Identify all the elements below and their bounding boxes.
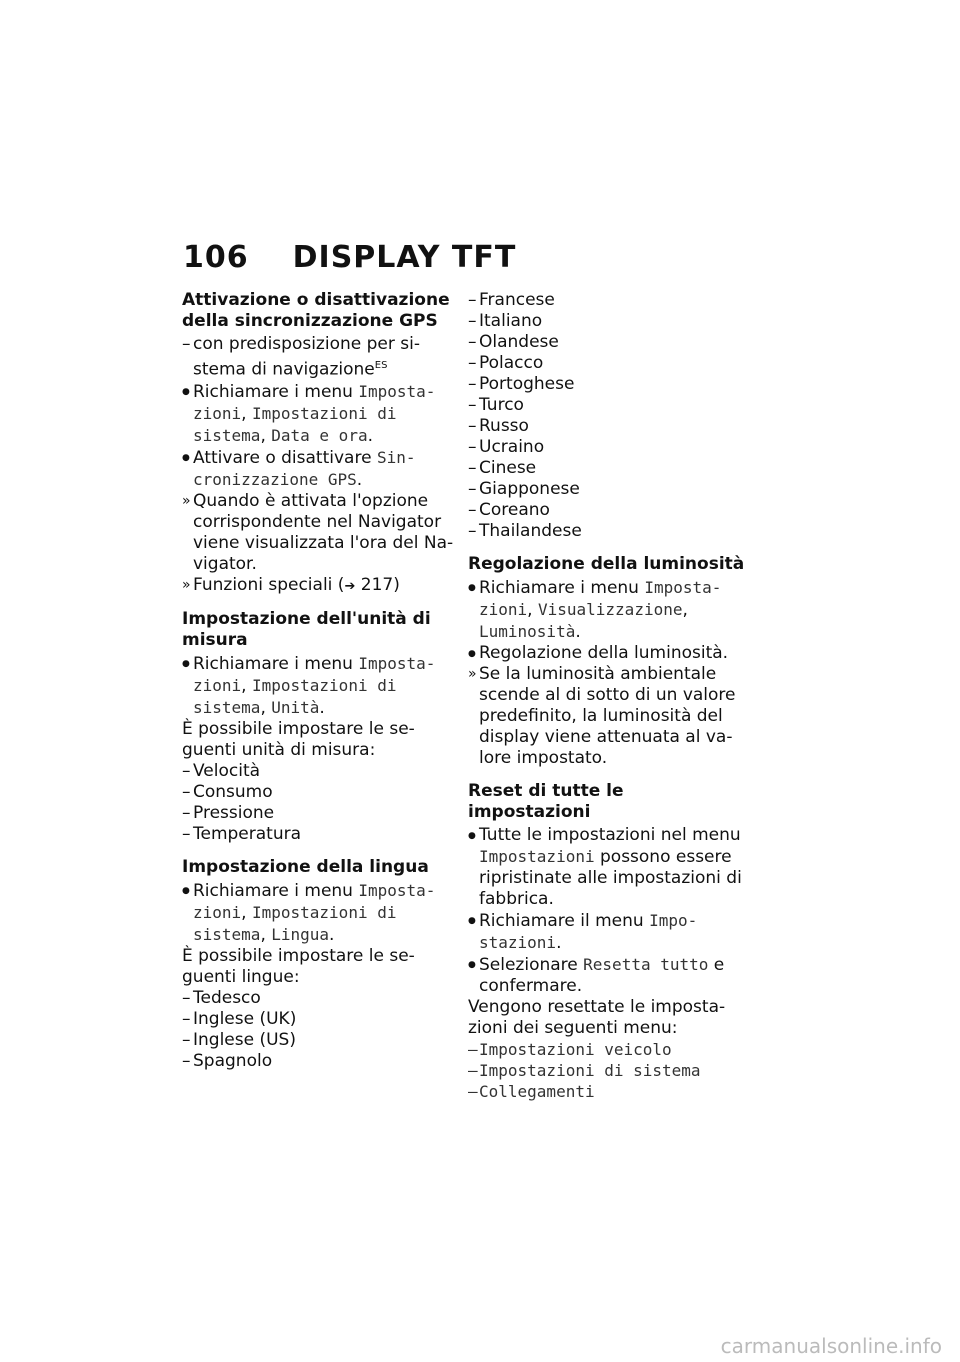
language-step-open-menu: ● Richiamare i menu Imposta-zioni, Impostazioni di sistema, Lingua. <box>182 880 454 946</box>
list-item: – Impostazioni di sistema <box>468 1060 748 1081</box>
reference-page: 217 <box>360 574 394 595</box>
menu-path: Data e ora <box>271 425 368 445</box>
brightness-step-open-menu: ● Richiamare i menu Imposta-zioni, Visualizzazione, Luminosità. <box>468 577 748 643</box>
menu-path: Imposta-zioni <box>193 381 436 423</box>
reset-heading: Reset di tutte le impostazioni <box>468 781 624 822</box>
reset-step-open-menu: ● Richiamare il menu Impo-stazioni. <box>468 910 748 954</box>
list-item: – Pressione <box>182 803 454 824</box>
list-item: – Velocità <box>182 761 454 782</box>
units-heading: Impostazione dell'unità di misura <box>182 608 431 650</box>
units-intro: È possibile impostare le se-guenti unità di misura: <box>182 718 415 760</box>
gps-result: » Quando è attivata l'opzione corrispondente nel Navigator viene visualizzata l'ora del Na-vigator. <box>182 491 454 575</box>
menu-path: Resetta tutto <box>583 955 709 974</box>
list-item: – Spagnolo <box>182 1051 454 1072</box>
list-item: – Ucraino <box>468 437 748 458</box>
list-item: – Italiano <box>468 311 748 332</box>
right-column <box>468 290 748 1114</box>
list-item: – Consumo <box>182 782 454 803</box>
brightness-result: » Se la luminosità ambientale scende al di sotto di un valore predefinito, la luminosità del display viene attenuata al va-lore impostato. <box>468 664 748 769</box>
section-language <box>182 857 454 1072</box>
list-item: – Russo <box>468 416 748 437</box>
list-item: – Tedesco <box>182 988 454 1009</box>
menu-path: Visualizzazione <box>537 600 683 619</box>
menu-path: Impostazioni <box>479 847 595 866</box>
gps-step-open-menu: ● Richiamare i menu Imposta-zioni, Impostazioni di sistema, Data e ora. <box>182 381 454 447</box>
brightness-heading: Regolazione della luminosità <box>468 554 745 574</box>
reset-intro: Vengono resettate le imposta-zioni dei seguenti menu: <box>468 997 726 1038</box>
list-item: – Polacco <box>468 353 748 374</box>
menu-path: Impostazioni di sistema <box>193 403 397 445</box>
page-number: 106 <box>183 240 249 275</box>
list-item: – Temperatura <box>182 824 454 845</box>
menu-path: Imposta-zioni <box>479 578 722 619</box>
list-item: – Coreano <box>468 500 748 521</box>
watermark: carmanualsonline.info <box>720 1334 942 1358</box>
list-item: – Francese <box>468 290 748 311</box>
language-list-continued <box>468 290 748 542</box>
language-intro: È possibile impostare le se-guenti lingue: <box>182 945 415 987</box>
units-step-open-menu: ● Richiamare i menu Imposta-zioni, Impostazioni di sistema, Unità. <box>182 653 454 719</box>
gps-reference: » Funzioni speciali (➔ 217) <box>182 575 454 597</box>
list-item: – Turco <box>468 395 748 416</box>
reset-step-info: ● Tutte le impostazioni nel menu Impostazioni possono essere ripristinate alle impostazioni di fabbrica. <box>468 825 748 910</box>
list-item: – Cinese <box>468 458 748 479</box>
list-item: – Giapponese <box>468 479 748 500</box>
language-heading: Impostazione della lingua <box>182 856 429 877</box>
gps-heading: Attivazione o disattivazione della sincronizzazione GPS <box>182 290 450 331</box>
gps-step-toggle: ● Attivare o disattivare Sin-cronizzazione GPS. <box>182 447 454 491</box>
chapter-title: DISPLAY TFT <box>292 240 517 275</box>
gps-condition: – con predisposizione per si-stema di navigazione$^{ES}$ <box>182 334 454 381</box>
list-item: – Inglese (UK) <box>182 1009 454 1030</box>
menu-path: Luminosità <box>479 622 576 641</box>
left-column <box>182 290 454 1084</box>
list-item: – Collegamenti <box>468 1081 748 1102</box>
menu-path: Impo-stazioni <box>479 911 698 952</box>
list-item: – Thailandese <box>468 521 748 542</box>
section-gps <box>182 290 454 597</box>
menu-path: Unità <box>271 697 320 717</box>
section-units <box>182 609 454 845</box>
menu-path: Imposta-zioni <box>193 880 436 922</box>
section-reset <box>468 781 748 1102</box>
section-brightness <box>468 554 748 769</box>
menu-path: Impostazioni di sistema <box>193 902 397 944</box>
reset-step-select: ● Selezionare Resetta tutto e confermare. <box>468 954 748 997</box>
menu-path: Impostazioni di sistema <box>193 675 397 717</box>
menu-path: Sin-cronizzazione GPS <box>193 447 416 489</box>
list-item: – Impostazioni veicolo <box>468 1039 748 1060</box>
list-item: – Inglese (US) <box>182 1030 454 1051</box>
menu-path: Lingua <box>271 924 330 944</box>
list-item: – Portoghese <box>468 374 748 395</box>
list-item: – Olandese <box>468 332 748 353</box>
page-header <box>183 240 516 275</box>
reference-arrow-icon: ➔ <box>344 578 356 594</box>
brightness-step-adjust: ● Regolazione della luminosità. <box>468 643 748 664</box>
menu-path: Imposta-zioni <box>193 653 436 695</box>
